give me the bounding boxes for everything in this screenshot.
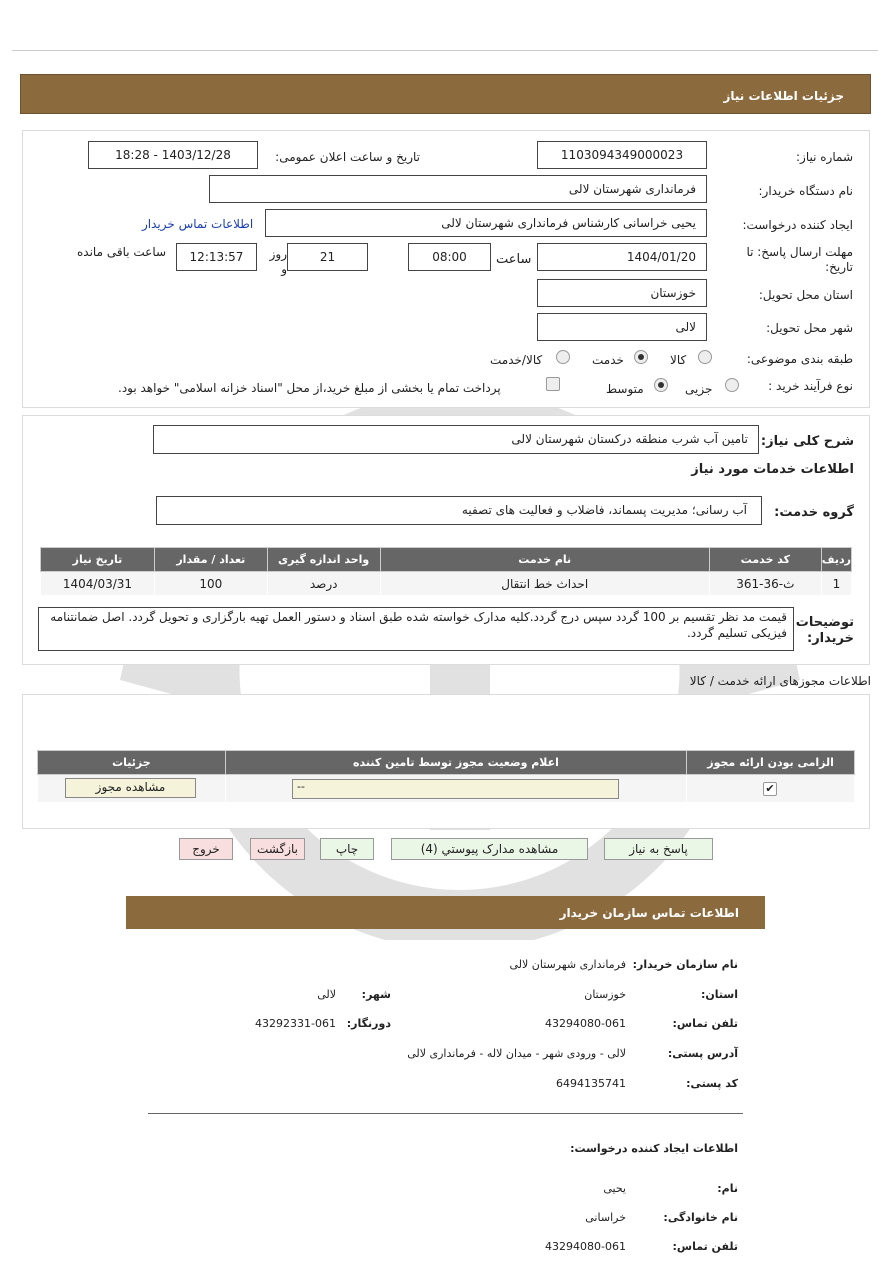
service-group-field: آب رسانی؛ مدیریت پسماند، فاضلاب و فعالیت های تصفیه: [156, 496, 762, 525]
permits-title: اطلاعات مجوزهای ارائه خدمت / کالا: [689, 674, 871, 688]
col-date: تاریخ نیاز: [41, 548, 155, 572]
cell-name: احداث خط انتقال: [380, 572, 709, 596]
announce-label: تاریخ و ساعت اعلان عمومی:: [275, 150, 420, 164]
cell-row: 1: [821, 572, 851, 596]
contact-title: اطلاعات تماس سازمان خریدار: [559, 906, 739, 920]
permits-table-header: [38, 751, 855, 775]
treasury-checkbox[interactable]: [546, 377, 560, 391]
back-button[interactable]: بازگشت: [250, 838, 305, 860]
contact-province-label: استان:: [701, 988, 738, 1001]
general-desc-label: شرح کلی نیاز:: [760, 434, 854, 449]
province-label: استان محل تحویل:: [758, 288, 853, 302]
requester-family-label: نام خانوادگی:: [663, 1211, 738, 1224]
required-checkbox: ✔: [763, 782, 777, 796]
province-field: خوزستان: [537, 279, 707, 307]
process-option-minor: جزیی: [685, 382, 713, 396]
buyer-field: فرمانداری شهرستان لالی: [209, 175, 707, 203]
page-header: [20, 74, 871, 114]
days-field: 21: [287, 243, 368, 271]
reply-button[interactable]: پاسخ به نیاز: [604, 838, 713, 860]
need-number-label: شماره نیاز:: [796, 150, 853, 164]
category-option-service: خدمت: [592, 353, 624, 367]
col-status: اعلام وضعیت مجوز توسط تامین کننده: [225, 751, 686, 775]
city-label: شهر محل تحویل:: [766, 321, 853, 335]
buyer-notes-field: قیمت مد نظر تقسیم بر 100 گردد سپس درج گردد.کلیه مدارک خواسته شده طبق اسناد و دستور العمل تهیه بارگزاری و تحویل گردد. اصل ضمانتنامه فیزیکی تسلیم گردد.: [38, 607, 794, 651]
remaining-time-field: 12:13:57: [176, 243, 257, 271]
fax-label: دورنگار:: [346, 1017, 391, 1030]
address-label: آدرس پستی:: [667, 1047, 738, 1060]
col-unit: واحد اندازه گیری: [267, 548, 380, 572]
category-label: طبقه بندی موضوعی:: [746, 352, 853, 366]
permit-status-field[interactable]: --: [292, 779, 619, 799]
deadline-date-field: 1404/01/20: [537, 243, 707, 271]
deadline-time-field: 08:00: [408, 243, 491, 271]
cell-date: 1404/03/31: [41, 572, 155, 596]
contact-header: [126, 896, 765, 929]
requester-name-label: نام:: [717, 1182, 738, 1195]
buyer-label: نام دستگاه خریدار:: [758, 184, 853, 198]
services-title: اطلاعات خدمات مورد نیاز: [691, 462, 854, 477]
buyer-notes-label: توضیحات خریدار:: [795, 615, 854, 646]
category-radio-both[interactable]: [556, 350, 570, 364]
requester-family-value: خراسانی: [585, 1211, 626, 1224]
org-label: نام سازمان خریدار:: [632, 958, 738, 971]
days-label: روز و: [269, 247, 287, 276]
services-table: [40, 547, 852, 596]
services-table-header: [41, 548, 852, 572]
creator-label: ایجاد کننده درخواست:: [742, 218, 853, 232]
category-option-both: کالا/خدمت: [490, 353, 543, 367]
fax-value: 43292331-061: [255, 1017, 336, 1030]
page-title: جزئیات اطلاعات نیاز: [723, 89, 844, 103]
print-button[interactable]: چاپ: [320, 838, 374, 860]
requester-title: اطلاعات ایجاد کننده درخواست:: [570, 1142, 738, 1155]
postal-label: کد پستی:: [686, 1077, 738, 1090]
view-permit-button[interactable]: مشاهده مجوز: [65, 778, 196, 798]
process-option-medium: متوسط: [606, 382, 644, 396]
phone-value: 43294080-061: [545, 1017, 626, 1030]
cell-qty: 100: [154, 572, 267, 596]
contact-city-value: لالی: [317, 988, 336, 1001]
payment-note: پرداخت تمام یا بخشی از مبلغ خرید،از محل "اسناد خزانه اسلامی" خواهد بود.: [118, 381, 501, 395]
col-qty: تعداد / مقدار: [154, 548, 267, 572]
process-radio-minor[interactable]: [725, 378, 739, 392]
col-required: الزامی بودن ارائه مجوز: [687, 751, 855, 775]
address-value: لالی - ورودی شهر - میدان لاله - فرمانداری لالی: [407, 1047, 626, 1060]
requester-name-value: یحیی: [603, 1182, 626, 1195]
exit-button[interactable]: خروج: [179, 838, 233, 860]
phone-label: تلفن تماس:: [672, 1017, 738, 1030]
col-details: جزئیات: [38, 751, 226, 775]
contact-city-label: شهر:: [361, 988, 391, 1001]
col-code: کد خدمت: [709, 548, 821, 572]
process-radio-medium[interactable]: [654, 378, 668, 392]
contact-province-value: خوزستان: [584, 988, 626, 1001]
buyer-contact-link[interactable]: اطلاعات تماس خریدار: [142, 217, 254, 231]
time-label: ساعت: [496, 252, 532, 267]
creator-field: یحیی خراسانی کارشناس فرمانداری شهرستان لالی: [265, 209, 707, 237]
announce-field: 1403/12/28 - 18:28: [88, 141, 258, 169]
requester-phone-label: تلفن تماس:: [672, 1240, 738, 1253]
requester-phone-value: 43294080-061: [545, 1240, 626, 1253]
attachments-button[interactable]: مشاهده مدارک پیوستي (4): [391, 838, 588, 860]
category-option-goods: کالا: [670, 353, 687, 367]
deadline-label: مهلت ارسال پاسخ: تا تاریخ:: [746, 245, 853, 274]
col-row: ردیف: [821, 548, 851, 572]
contact-divider: [148, 1113, 743, 1114]
cell-unit: درصد: [267, 572, 380, 596]
org-value: فرمانداری شهرستان لالی: [509, 958, 626, 971]
postal-value: 6494135741: [556, 1077, 626, 1090]
service-group-label: گروه خدمت:: [774, 505, 854, 520]
general-desc-field: تامین آب شرب منطقه درکستان شهرستان لالی: [153, 425, 759, 454]
category-radio-goods[interactable]: [698, 350, 712, 364]
table-row: [41, 572, 852, 596]
top-divider: [12, 50, 878, 51]
cell-code: ث-36-361: [709, 572, 821, 596]
city-field: لالی: [537, 313, 707, 341]
remaining-label: ساعت باقی مانده: [77, 245, 167, 259]
need-number-field: 1103094349000023: [537, 141, 707, 169]
process-label: نوع فرآیند خرید :: [768, 379, 853, 393]
category-radio-service[interactable]: [634, 350, 648, 364]
col-name: نام خدمت: [380, 548, 709, 572]
